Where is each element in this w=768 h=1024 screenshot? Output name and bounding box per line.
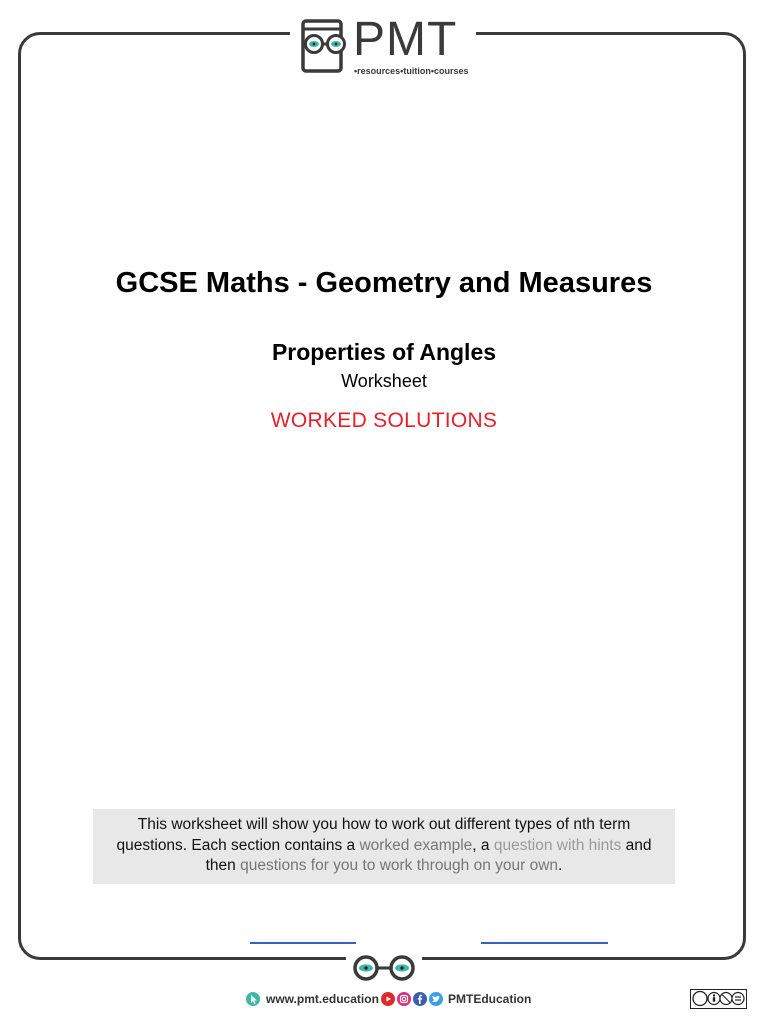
cursor-icon bbox=[246, 992, 260, 1006]
glasses-icon bbox=[346, 952, 422, 982]
document-kind: Worksheet bbox=[341, 371, 427, 391]
footer-website[interactable] bbox=[246, 990, 379, 1008]
footer-social[interactable] bbox=[381, 990, 531, 1008]
info-text: This worksheet will show you how to work out different types of nth term questions. Each section contains a bbox=[116, 816, 631, 854]
own-questions-text: questions for you to work through on your own bbox=[240, 857, 559, 874]
info-text: , a bbox=[472, 836, 494, 854]
link-underline-left[interactable] bbox=[250, 942, 356, 944]
cc-license-icon bbox=[691, 990, 745, 1007]
document-subtitle: Properties of Angles bbox=[271, 339, 497, 365]
logo-tagline: •resources•tuition•courses bbox=[354, 66, 469, 76]
twitter-icon[interactable] bbox=[429, 992, 443, 1006]
website-text[interactable]: www.pmt.education bbox=[266, 992, 379, 1006]
link-underline-right[interactable] bbox=[481, 942, 608, 944]
document-title: GCSE Maths - Geometry and Measures bbox=[115, 267, 653, 299]
social-handle-text[interactable]: PMTEducation bbox=[448, 992, 532, 1006]
facebook-icon[interactable] bbox=[413, 992, 427, 1006]
worked-example-text: worked example bbox=[359, 836, 473, 854]
instagram-icon[interactable] bbox=[397, 992, 411, 1006]
info-text: and then bbox=[205, 836, 652, 874]
book-glasses-icon bbox=[300, 18, 354, 76]
pmt-logo bbox=[290, 14, 476, 80]
creative-commons-badge bbox=[690, 989, 747, 1009]
worked-solutions-label: WORKED SOLUTIONS bbox=[270, 409, 498, 432]
info-box bbox=[93, 809, 675, 884]
logo-wordmark: PMT bbox=[353, 13, 458, 66]
info-text: . bbox=[558, 857, 563, 874]
glasses-logo bbox=[346, 952, 422, 982]
question-hints-text: question with hints bbox=[493, 836, 622, 854]
youtube-icon[interactable] bbox=[381, 992, 395, 1006]
